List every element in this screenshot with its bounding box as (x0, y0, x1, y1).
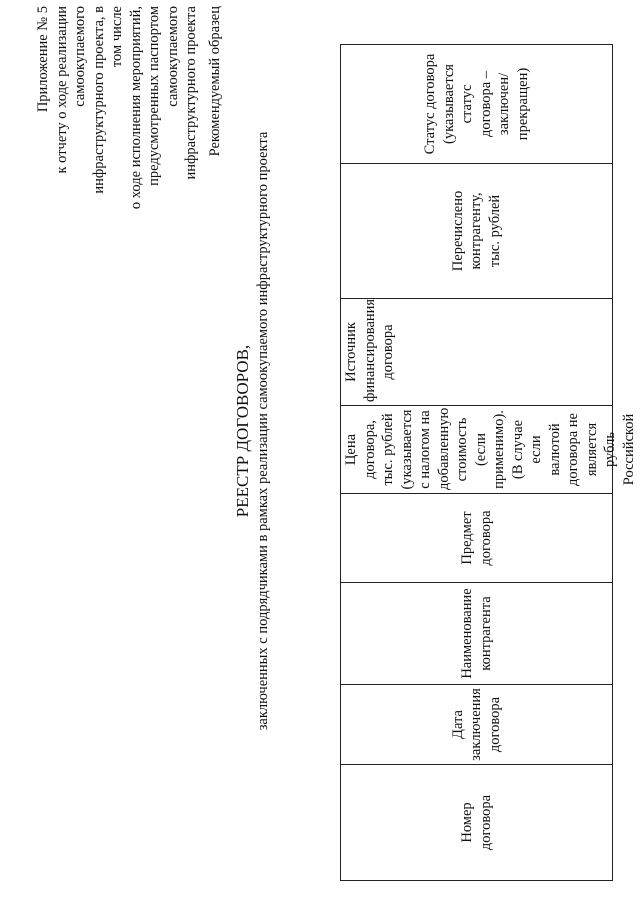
header-line: договора (477, 510, 494, 566)
header-line: применимо). (491, 410, 507, 489)
header-line: договора не (565, 413, 581, 486)
document-title: РЕЕСТР ДОГОВОРОВ, (233, 344, 252, 518)
header-line: договора, (361, 420, 378, 479)
appendix-line: самоокупаемого инфраструктурного проекта (164, 6, 199, 180)
header-line: с налогом на (417, 410, 433, 489)
table-header-row (341, 45, 613, 881)
header-line: если (528, 435, 544, 464)
header-line: валютой (546, 423, 563, 476)
header-cell-funding-source (341, 299, 613, 406)
header-line: Наименование (459, 588, 475, 679)
header-line: Дата (449, 710, 466, 739)
appendix-line: предусмотренных паспортом (146, 6, 162, 186)
header-line: (указывается статус (440, 64, 475, 144)
header-cell-contract-number (341, 765, 613, 881)
header-line: является (583, 422, 600, 477)
contract-registry-table (340, 44, 637, 881)
appendix-number: Приложение № 5 (35, 6, 51, 113)
header-line: Статус договора (422, 53, 438, 155)
appendix-line: инфраструктурного проекта, в том числе (90, 6, 125, 194)
header-line: Номер (459, 802, 475, 843)
contract-price-text (342, 407, 637, 490)
header-line: контрагенту, (468, 192, 485, 270)
appendix-header (34, 6, 201, 216)
header-cell-counterparty-name (341, 583, 613, 685)
header-cell-contract-subject (341, 494, 613, 583)
header-line: (В случае (509, 419, 526, 480)
header-line: тыс. рублей (486, 194, 503, 268)
header-cell-contract-status (341, 45, 613, 164)
document-subtitle: заключенных с подрядчиками в рамках реализации самоокупаемого инфраструктурного проекта (255, 131, 271, 731)
recommended-sample-label: Рекомендуемый образец (207, 6, 223, 157)
header-line: тыс. рублей (380, 413, 396, 486)
header-cell-contract-price (341, 406, 637, 494)
header-cell-conclusion-date (341, 685, 613, 765)
header-line: Цена (343, 433, 359, 466)
appendix-line: о ходе исполнения мероприятий, (127, 6, 144, 210)
appendix-line: к отчету о ходе реализации самоокупаемого (53, 6, 88, 174)
header-line: Российской (620, 413, 637, 486)
header-line: контрагента (477, 596, 494, 671)
header-line: (если (472, 432, 489, 467)
header-line: Перечислено (449, 190, 466, 272)
header-line: добавленную (435, 407, 452, 490)
header-line: договора (380, 324, 396, 380)
header-line: финансирования (361, 298, 378, 402)
header-cell-transferred-amount (341, 164, 613, 299)
header-line: договора (477, 794, 494, 851)
header-line: Предмет (459, 511, 475, 565)
header-line: Источник (343, 322, 359, 382)
header-line: договора (486, 696, 503, 753)
header-line: стоимость (454, 417, 470, 482)
header-line: рубль (602, 432, 618, 467)
header-line: заключен/прекращен) (496, 67, 531, 141)
header-line: (указывается (398, 409, 415, 490)
header-line: заключения (468, 688, 485, 761)
header-line: договора – (477, 70, 494, 138)
